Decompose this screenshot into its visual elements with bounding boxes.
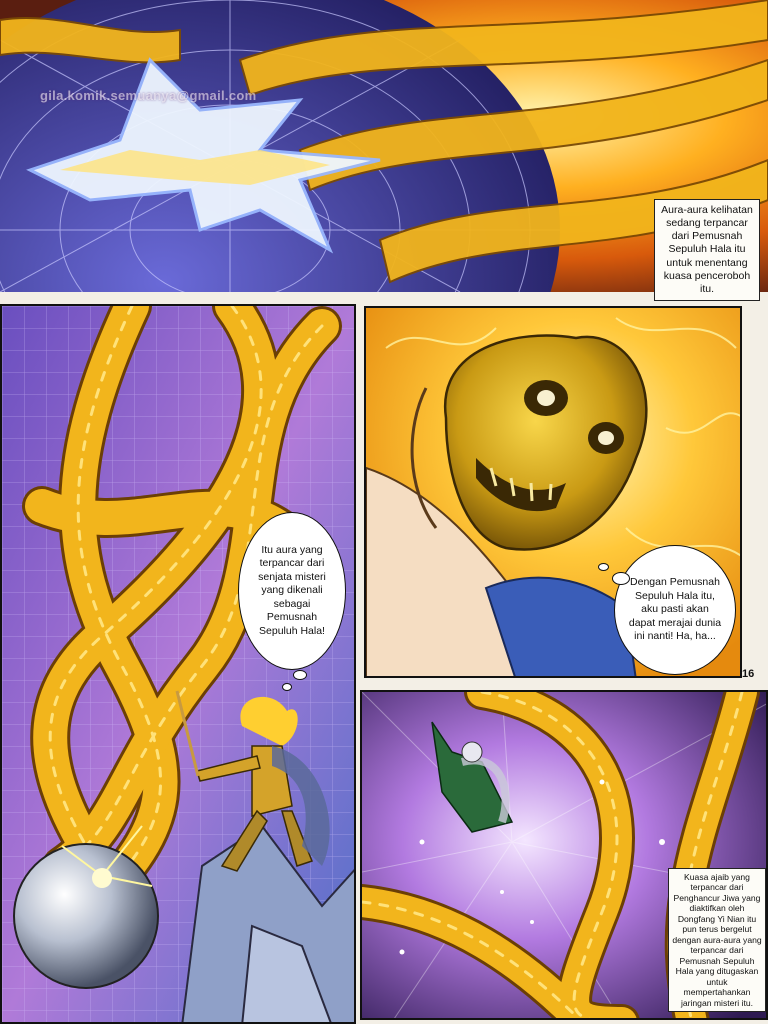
watermark-text: gila.komik.semuanya@gmail.com [40,88,257,103]
panel-top-art [0,0,768,292]
thought-dot [293,670,307,680]
thought-dot [612,572,630,585]
caption-top: Aura-aura kelihatan sedang terpancar dari Pemusnah Sepuluh Hala itu untuk menentang kuasa penceroboh itu. [654,199,760,301]
thought-dot [282,683,292,691]
page-number: 16 [742,668,755,680]
speech-bubble-left: Itu aura yang terpancar dari senjata misteri yang dikenali sebagai Pemusnah Sepuluh Hala! [238,512,346,670]
speech-bubble-mid: Dengan Pemusnah Sepuluh Hala itu, aku pasti akan dapat merajai dunia ini nanti! Ha, ha... [614,545,736,675]
caption-bottom: Kuasa ajaib yang terpancar dari Penghancur Jiwa yang diaktifkan oleh Dongfang Yi Nian itu pun terus bergelut dengan aura-aura yang terpancar dari Pemusnah Sepuluh Hala yang ditugaskan untuk mempertahankan jaringan misteri itu. [668,868,766,1012]
thought-dot [598,563,609,571]
panel-top [0,0,768,292]
